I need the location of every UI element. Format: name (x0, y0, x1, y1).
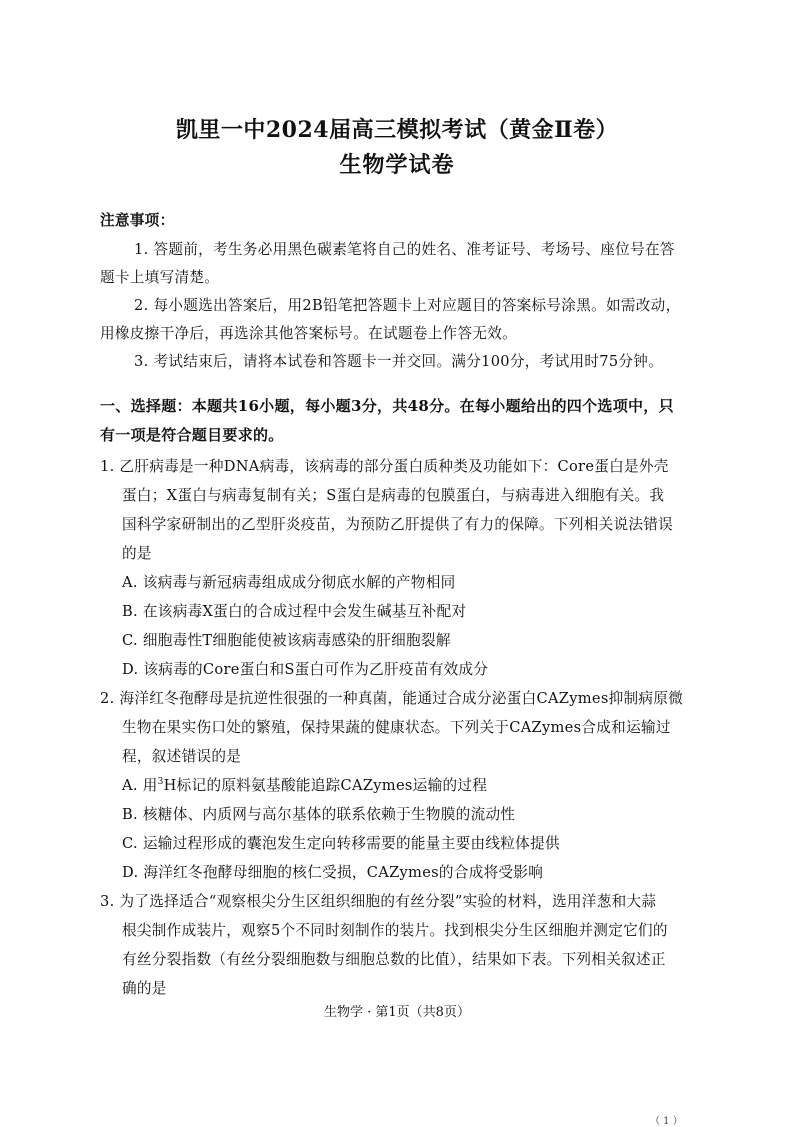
section-heading: 一、选择题：本题共16小题，每小题3分，共48分。在每小题给出的四个选项中，只 (100, 397, 674, 415)
page-footer: 生物学 · 第1页（共8页） (324, 1005, 470, 1020)
option-d: D. 该病毒的Core蛋白和S蛋白可作为乙肝疫苗有效成分 (122, 661, 489, 678)
corner-mark: （ 1 ） (650, 1116, 683, 1127)
option-a: A. 该病毒与新冠病毒组成成分彻底水解的产物相同 (122, 574, 456, 591)
notice-line: 用橡皮擦干净后，再选涂其他答案标号。在试题卷上作答无效。 (100, 325, 518, 342)
question-stem: 3. 为了选择适合“观察根尖分生区组织细胞的有丝分裂”实验的材料，选用洋葱和大蒜 (100, 893, 657, 910)
question-stem: 1. 乙肝病毒是一种DNA病毒，该病毒的部分蛋白质种类及功能如下：Core蛋白是外壳 (100, 458, 669, 475)
question-stem: 生物在果实伤口处的繁殖，保持果蔬的健康状态。下列关于CAZymes合成和运输过 (122, 719, 671, 736)
exam-subtitle: 生物学试卷 (339, 152, 455, 178)
question-stem: 程，叙述错误的是 (122, 748, 242, 765)
section-heading: 有一项是符合题目要求的。 (100, 426, 284, 444)
notice-line: 1. 答题前，考生务必用黑色碳素笔将自己的姓名、准考证号、考场号、座位号在答 (134, 241, 675, 258)
option-c: C. 运输过程形成的囊泡发生定向转移需要的能量主要由线粒体提供 (122, 835, 560, 852)
option-a-text: H标记的原料氨基酸能追踪CAZymes运输的过程 (163, 777, 488, 794)
notice-line: 3. 考试结束后，请将本试卷和答题卡一并交回。满分100分，考试用时75分钟。 (134, 353, 664, 370)
option-d: D. 海洋红冬孢酵母细胞的核仁受损，CAZymes的合成将受影响 (122, 864, 544, 881)
question-stem: 蛋白；X蛋白与病毒复制有关；S蛋白是病毒的包膜蛋白，与病毒进入细胞有关。我 (122, 487, 665, 504)
question-stem: 确的是 (122, 980, 167, 997)
option-b: B. 在该病毒X蛋白的合成过程中会发生碱基互补配对 (122, 603, 467, 620)
question-stem: 2. 海洋红冬孢酵母是抗逆性很强的一种真菌，能通过合成分泌蛋白CAZymes抑制病原微 (100, 690, 684, 707)
question-stem: 的是 (122, 545, 152, 562)
question-stem: 有丝分裂指数（有丝分裂细胞数与细胞总数的比值），结果如下表。下列相关叙述正 (122, 951, 666, 968)
question-stem: 根尖制作成装片，观察5个不同时刻制作的装片。找到根尖分生区细胞并测定它们的 (122, 922, 668, 939)
isotope-superscript: 3 (157, 777, 164, 788)
exam-title: 凯里一中2024届高三模拟考试（黄金Ⅱ卷） (175, 117, 619, 143)
notice-line: 题卡上填写清楚。 (100, 269, 220, 286)
option-a (122, 774, 487, 795)
option-c: C. 细胞毒性T细胞能使被该病毒感染的肝细胞裂解 (122, 632, 451, 649)
question-stem: 国科学家研制出的乙型肝炎疫苗，为预防乙肝提供了有力的保障。下列相关说法错误 (122, 516, 674, 533)
option-a-prefix: A. 用 (122, 777, 158, 794)
notice-line: 2. 每小题选出答案后，用2B铅笔把答题卡上对应题目的答案标号涂黑。如需改动， (134, 297, 681, 314)
notice-heading: 注意事项： (100, 212, 175, 229)
option-b: B. 核糖体、内质网与高尔基体的联系依赖于生物膜的流动性 (122, 806, 516, 823)
